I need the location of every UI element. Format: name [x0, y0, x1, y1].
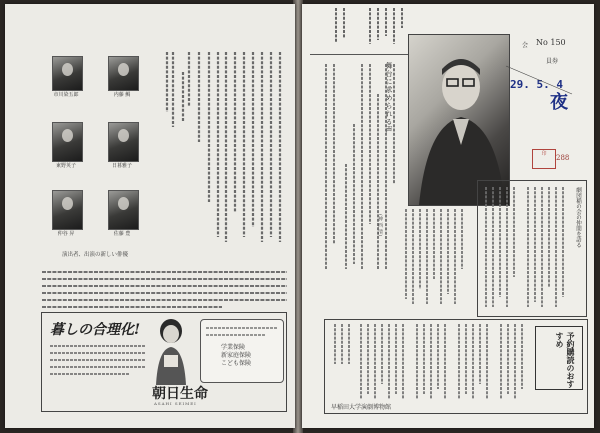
portrait-photo-6 [108, 190, 139, 230]
ad-headline: 暮しの合理化! [50, 322, 141, 338]
ad-company-name: 朝日生命 [152, 386, 208, 402]
ticket-session: 夜 [550, 92, 568, 113]
body-text-block [42, 269, 287, 311]
portrait-name-1: 市川染五郎 [53, 92, 79, 98]
portrait-name-2: 内藤 鯛 [113, 92, 131, 98]
ticket-stamp [502, 36, 578, 128]
cast-list-lines [163, 52, 288, 247]
red-seal: 印 [532, 149, 556, 169]
ad-insurance-box [200, 319, 284, 383]
portrait-photo-2 [108, 56, 139, 91]
ticket-number: No 150 [536, 38, 566, 47]
title-rule [310, 54, 410, 55]
seal-number: 288 [556, 154, 570, 162]
ticket-date: 29. 5. 4 [510, 78, 563, 91]
portrait-name-6: 佐藤 豊 [113, 231, 131, 237]
portrait-name-4: 日暮雅子 [111, 163, 132, 169]
top-vertical-text [330, 8, 410, 48]
ticket-label: 会 [522, 42, 529, 49]
ad-item-1: 学業保険 [221, 344, 246, 351]
right-page [302, 4, 594, 428]
ad-body-text [50, 343, 145, 383]
portrait-photo-3 [52, 122, 83, 162]
ad-item-2: 新家庭保険 [221, 352, 252, 359]
interview-box [477, 180, 587, 317]
portrait-photo-1 [52, 56, 83, 91]
advertisement-box [41, 312, 287, 412]
bottom-notice-box [324, 319, 588, 414]
left-page [5, 4, 295, 428]
ad-item-3: こども保険 [221, 360, 252, 367]
portrait-name-5: 仲谷 昇 [57, 231, 75, 237]
article-title: 舞台に求められる声 [385, 62, 393, 134]
ad-woman-illustration [150, 317, 192, 385]
middle-body-columns [402, 209, 477, 309]
portrait-caption: 演出者、出演の新しい俳優 [61, 252, 128, 258]
portrait-name-3: 東野英子 [55, 163, 76, 169]
reserve-subscription-box [535, 326, 583, 390]
reserve-heading: 予約購読のおすすめ [555, 332, 576, 388]
article-author: (神 西 清) [377, 214, 383, 237]
ticket-sub: 員券 [546, 58, 559, 65]
interview-header: 劇団稲の会の仲間を語る [575, 187, 581, 248]
portrait-photo-4 [108, 122, 139, 162]
bottom-footer: 早稲田大学演劇博物館 [331, 404, 392, 411]
portrait-photo-5 [52, 190, 83, 230]
ad-company-roman: ASAHI SEIMEI [154, 401, 197, 406]
